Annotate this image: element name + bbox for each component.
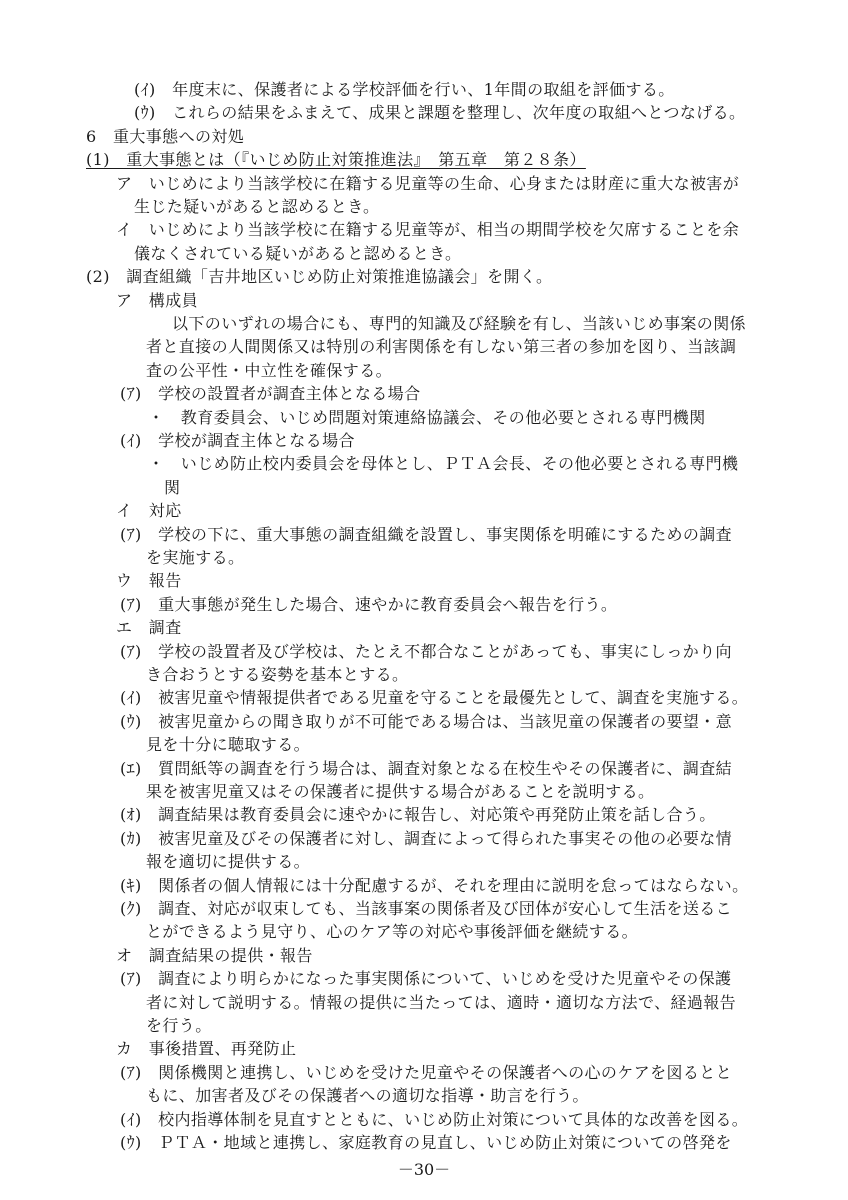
text-line: 者と直接の人間関係又は特別の利害関係を有しない第三者の参加を図り、当該調 [146,337,737,356]
text-line: (ｱ) 調査により明らかになった事実関係について、いじめを受けた児童やその保護 [120,969,732,988]
section-heading: 6 重大事態への対処 [86,127,245,146]
text-line: 果を被害児童又はその保護者に提供する場合があることを説明する。 [146,782,655,801]
text-line: (ｴ) 質問紙等の調査を行う場合は、調査対象となる在校生やその保護者に、調査結 [120,759,733,778]
text-line: 以下のいずれの場合にも、専門的知識及び経験を有し、当該いじめ事案の関係 [172,314,747,333]
text-line: (ｲ) 被害児童や情報提供者である児童を守ることを最優先として、調査を実施する。 [120,688,749,707]
item-heading: ウ 報告 [116,571,182,590]
text-line: (ｳ) これらの結果をふまえて、成果と課題を整理し、次年度の取組へとつなげる。 [134,103,746,122]
text-line: 者に対して説明する。情報の提供に当たっては、適時・適切な方法で、経過報告 [146,993,737,1012]
text-line: (ｱ) 重大事態が発生した場合、速やかに教育委員会へ報告を行う。 [120,595,618,614]
text-line: 見を十分に聴取する。 [146,735,311,754]
item-heading: イ 対応 [116,501,182,520]
text-line: (ｳ) ＰＴＡ・地域と連携し、家庭教育の見直し、いじめ防止対策についての啓発を [120,1133,732,1152]
text-line: 儀なくされている疑いがあると認めるとき。 [134,244,462,263]
text-line: (ｱ) 関係機関と連携し、いじめを受けた児童やその保護者への心のケアを図るとと [120,1063,733,1082]
text-line: ア いじめにより当該学校に在籍する児童等の生命、心身または財産に重大な被害が [116,174,740,193]
text-line: (ｱ) 学校の下に、重大事態の調査組織を設置し、事実関係を明確にするための調査 [120,525,733,544]
text-line: (ｲ) 校内指導体制を見直すとともに、いじめ防止対策について具体的な改善を図る。 [120,1110,749,1129]
text-line: (ｵ) 調査結果は教育委員会に速やかに報告し、対応策や再発防止策を話し合う。 [120,805,716,824]
text-line: (ｲ) 年度末に、保護者による学校評価を行い、1年間の取組を評価する。 [134,80,675,99]
text-line: を実施する。 [146,548,245,567]
text-line: き合おうとする姿勢を基本とする。 [146,665,409,684]
text-line: とができるよう見守り、心のケア等の対応や事後評価を継続する。 [146,922,639,941]
text-line: 査の公平性・中立性を確保する。 [146,361,393,380]
item-heading: カ 事後措置、再発防止 [116,1039,297,1058]
text-line: 関 [164,478,181,497]
text-line: (ｳ) 被害児童からの聞き取りが不可能である場合は、当該児童の保護者の要望・意 [120,712,733,731]
text-line: イ いじめにより当該学校に在籍する児童等が、相当の期間学校を欠席することを余 [116,220,740,239]
text-line: 報を適切に提供する。 [146,852,311,871]
text-line: (ｷ) 関係者の個人情報には十分配慮するが、それを理由に説明を怠ってはならない。 [120,876,749,895]
page-number: －30－ [397,1160,451,1179]
text-line: もに、加害者及びその保護者への適切な指導・助言を行う。 [146,1086,589,1105]
text-line: (ｱ) 学校の設置者及び学校は、たとえ不都合なことがあっても、事実にしっかり向 [120,642,732,661]
text-line: ・ 教育委員会、いじめ問題対策連絡協議会、その他必要とされる専門機関 [148,408,706,427]
text-line: (ｶ) 被害児童及びその保護者に対し、調査によって得られた事実その他の必要な情 [120,829,733,848]
text-line: ・ いじめ防止校内委員会を母体とし、ＰＴＡ会長、その他必要とされる専門機 [148,454,739,473]
text-line: を行う。 [146,1016,212,1035]
text-line: (ｲ) 学校が調査主体となる場合 [120,431,355,450]
text-line: 生じた疑いがあると認めるとき。 [134,197,380,216]
subsection-heading: (1) 重大事態とは（『いじめ防止対策推進法』 第五章 第２８条） [86,150,586,169]
item-heading: ア 構成員 [116,291,199,310]
item-heading: オ 調査結果の提供・報告 [116,946,313,965]
subsection-heading: (2) 調査組織「吉井地区いじめ防止対策推進協議会」を開く。 [86,267,553,286]
item-heading: エ 調査 [116,618,182,637]
text-line: (ｸ) 調査、対応が収束しても、当該事案の関係者及び団体が安心して生活を送るこ [120,899,733,918]
text-line: (ｱ) 学校の設置者が調査主体となる場合 [120,384,421,403]
